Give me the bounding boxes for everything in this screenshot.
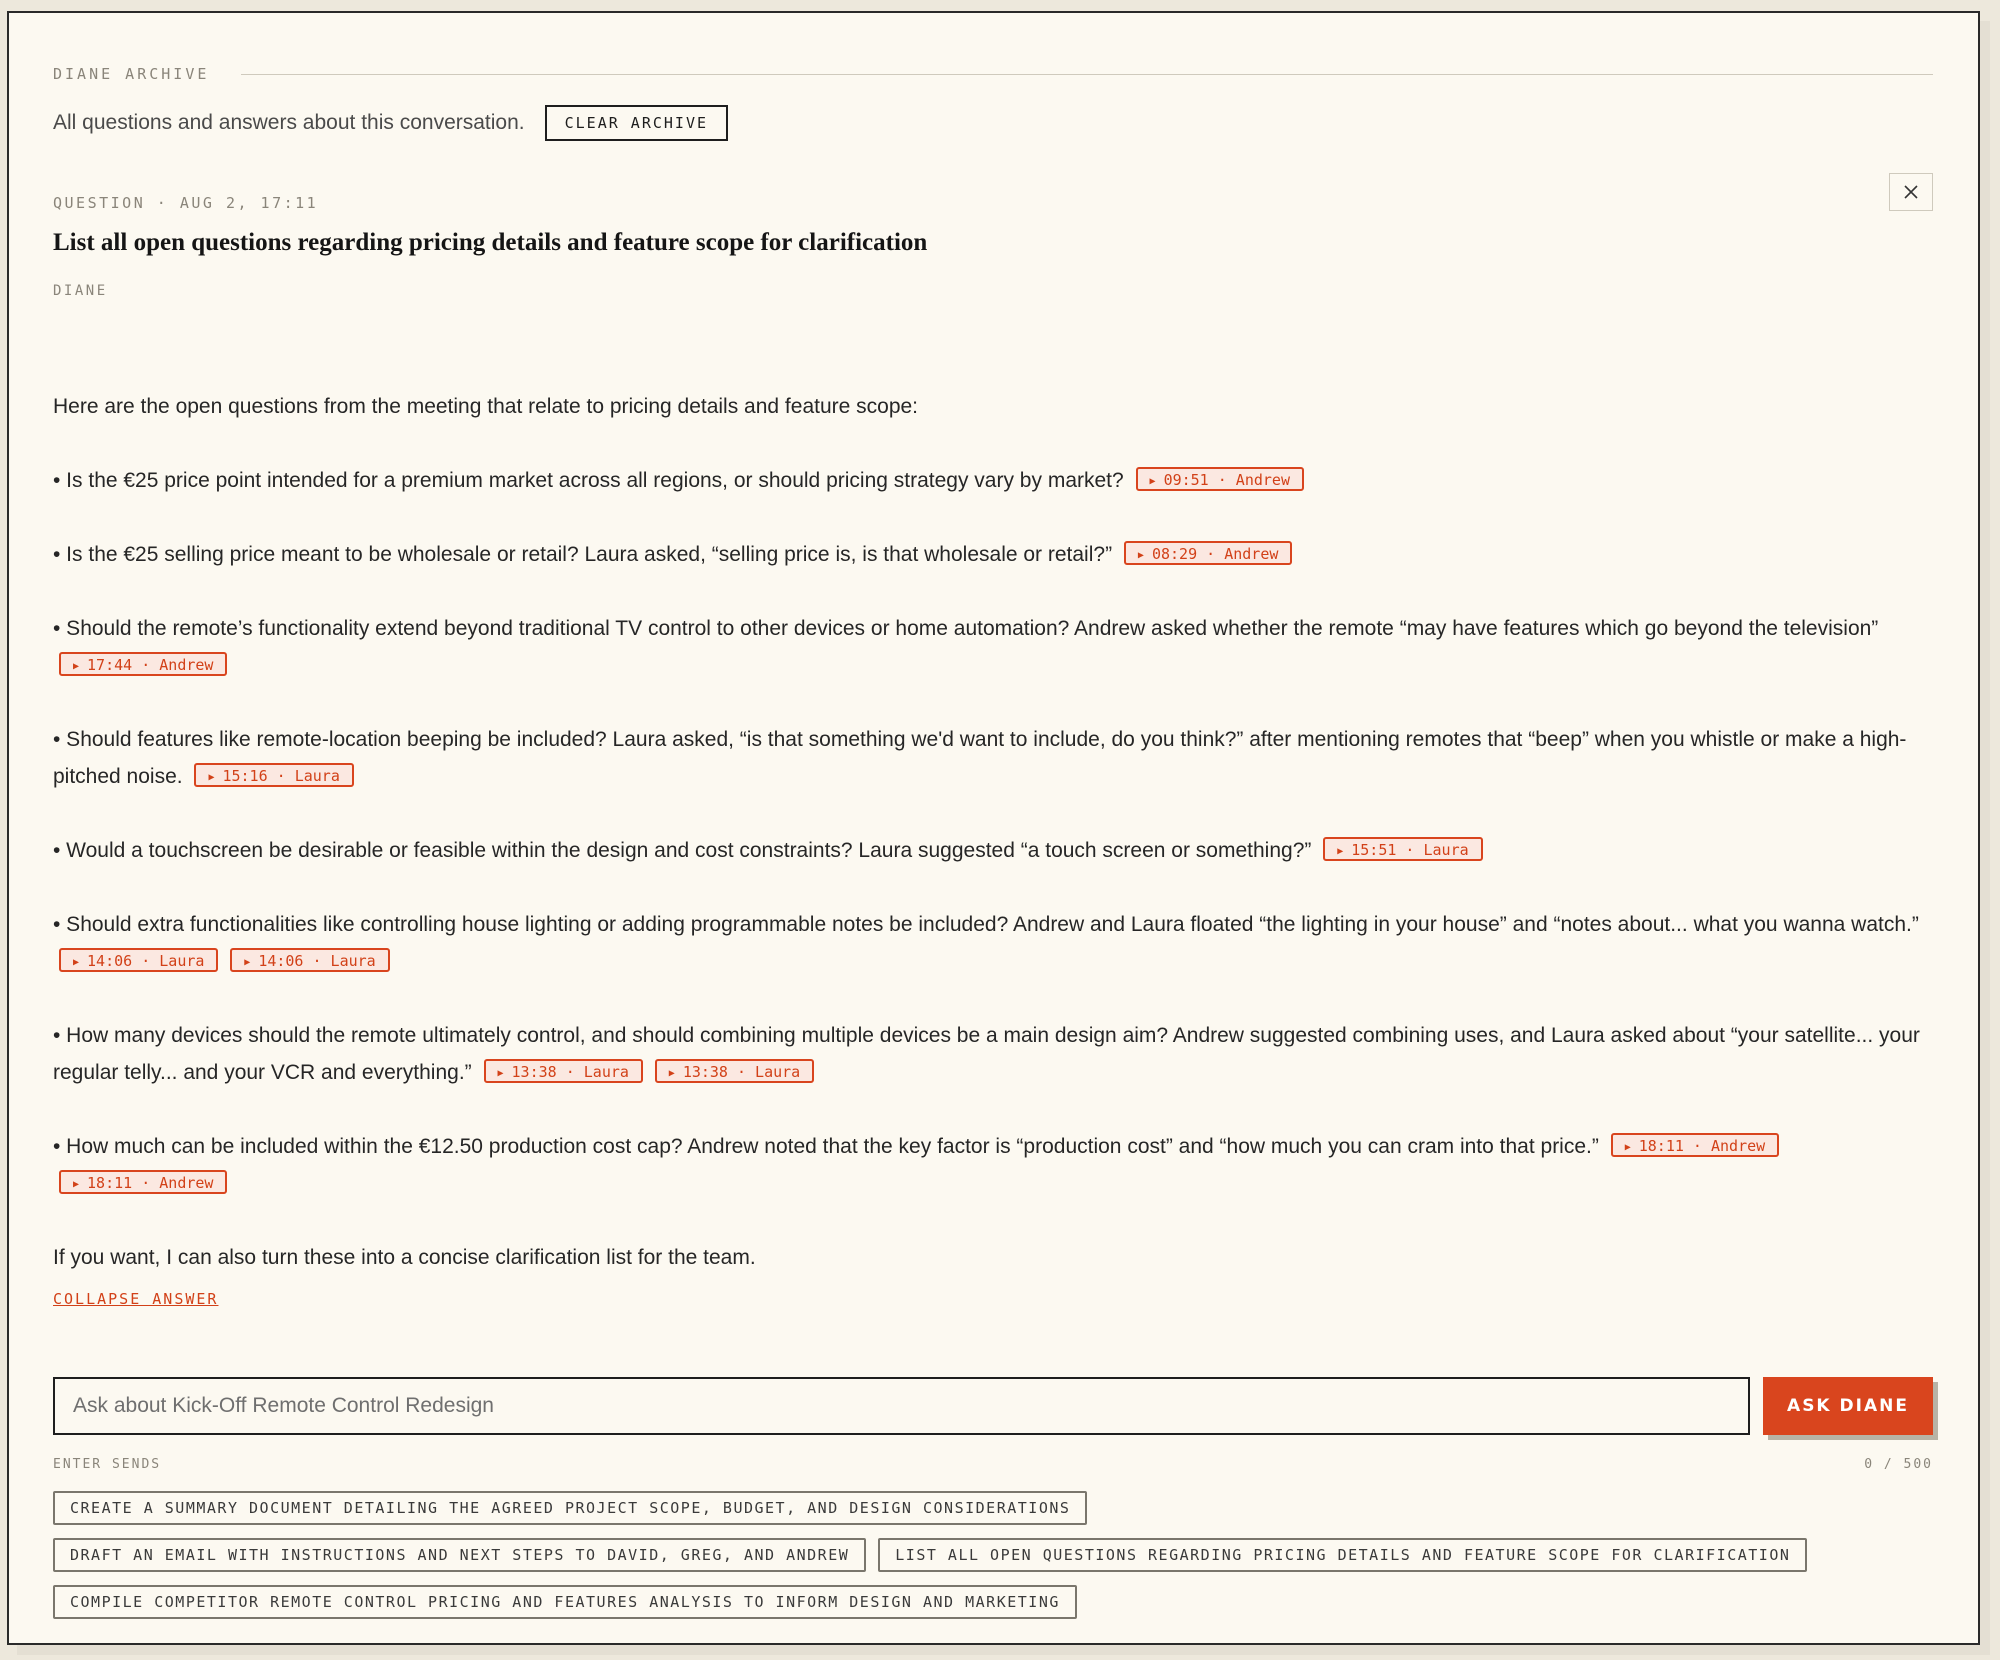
answer-bullets	[53, 462, 1933, 1202]
citation-label: 15:16 · Laura	[222, 767, 340, 786]
play-icon: ▶	[1624, 1142, 1631, 1154]
answer-outro: If you want, I can also turn these into a concise clarification list for the team.	[53, 1246, 756, 1269]
bullet-text: • Should the remote’s functionality extend beyond traditional TV control to other devices or home automation? Andrew asked whether the remote “may have features which go beyond the television”	[53, 617, 1879, 640]
play-icon: ▶	[497, 1068, 504, 1080]
archive-header	[53, 63, 1933, 85]
answer-bullet	[53, 1128, 1933, 1202]
citation-label: 17:44 · Andrew	[87, 656, 214, 675]
clear-archive-button[interactable]: CLEAR ARCHIVE	[545, 105, 728, 141]
question-author: DIANE	[53, 283, 108, 299]
suggestion-chip[interactable]: DRAFT AN EMAIL WITH INSTRUCTIONS AND NEXT STEPS TO DAVID, GREG, AND ANDREW	[53, 1538, 866, 1572]
suggestion-row	[53, 1491, 1933, 1525]
answer-bullet	[53, 721, 1933, 795]
citation-chip[interactable]	[59, 948, 218, 972]
answer-bullet	[53, 1017, 1933, 1091]
answer-bullet	[53, 610, 1933, 684]
char-count: 0 / 500	[1864, 1457, 1933, 1472]
play-icon: ▶	[73, 957, 80, 969]
question-title: List all open questions regarding pricing details and feature scope for clarification	[53, 229, 928, 256]
answer-bullet	[53, 832, 1933, 869]
suggestion-chips	[53, 1491, 1933, 1632]
archive-title: DIANE ARCHIVE	[53, 65, 210, 83]
citation-chip[interactable]	[1124, 541, 1292, 565]
header-divider	[241, 74, 1933, 75]
archive-panel	[7, 11, 1980, 1645]
ask-diane-button[interactable]: ASK DIANE	[1763, 1377, 1933, 1435]
suggestion-chip[interactable]: COMPILE COMPETITOR REMOTE CONTROL PRICING AND FEATURES ANALYSIS TO INFORM DESIGN AND MARKETING	[53, 1585, 1077, 1619]
archive-content	[53, 13, 1933, 1643]
suggestion-chip[interactable]: CREATE A SUMMARY DOCUMENT DETAILING THE AGREED PROJECT SCOPE, BUDGET, AND DESIGN CONSIDERATIONS	[53, 1491, 1087, 1525]
citation-label: 09:51 · Andrew	[1163, 471, 1290, 490]
answer-body	[53, 388, 1933, 1276]
question-meta: QUESTION · AUG 2, 17:11	[53, 194, 319, 212]
collapse-answer-link[interactable]: COLLAPSE ANSWER	[53, 1290, 219, 1308]
citation-label: 13:38 · Laura	[682, 1063, 801, 1082]
bullet-text: • Is the €25 selling price meant to be wholesale or retail? Laura asked, “selling price is, is that wholesale or retail?”	[53, 543, 1113, 566]
play-icon: ▶	[73, 1179, 80, 1191]
citation-chip[interactable]	[230, 948, 389, 972]
citation-label: 14:06 · Laura	[87, 952, 205, 971]
citation-chip[interactable]	[1611, 1133, 1779, 1157]
citation-label: 18:11 · Andrew	[87, 1174, 214, 1193]
archive-subtitle: All questions and answers about this conversation.	[53, 111, 525, 134]
citation-chip[interactable]	[1136, 467, 1304, 491]
close-icon	[1903, 184, 1919, 200]
answer-bullet	[53, 462, 1933, 499]
play-icon: ▶	[1137, 550, 1144, 562]
close-question-button[interactable]	[1889, 173, 1933, 211]
enter-hint: ENTER SENDS	[53, 1457, 162, 1472]
bullet-text: • Should features like remote-location beeping be included? Laura asked, “is that something we'd want to include, do you think?” after mentioning remotes that “beep” when you whistle or make a high-pitched noise.	[53, 728, 1907, 788]
citation-chip[interactable]	[655, 1059, 814, 1083]
play-icon: ▶	[73, 661, 80, 673]
citation-label: 15:51 · Laura	[1351, 841, 1469, 860]
citation-chip[interactable]	[59, 652, 227, 676]
citation-label: 13:38 · Laura	[511, 1063, 629, 1082]
bullet-text: • Is the €25 price point intended for a premium market across all regions, or should pricing strategy vary by market?	[53, 469, 1124, 492]
citation-label: 18:11 · Andrew	[1638, 1137, 1766, 1156]
suggestion-row	[53, 1538, 1933, 1572]
ask-input[interactable]	[53, 1377, 1750, 1435]
answer-bullet	[53, 906, 1933, 980]
bullet-text: • Should extra functionalities like controlling house lighting or adding programmable notes be included? Andrew and Laura floated “the lighting in your house” and “notes about... what you wanna watch.”	[53, 913, 1919, 936]
play-icon: ▶	[208, 772, 215, 784]
citation-chip[interactable]	[59, 1170, 227, 1194]
answer-intro: Here are the open questions from the meeting that relate to pricing details and feature scope:	[53, 395, 919, 418]
play-icon: ▶	[1337, 846, 1344, 858]
citation-chip[interactable]	[484, 1059, 643, 1083]
play-icon: ▶	[244, 957, 251, 969]
bullet-text: • Would a touchscreen be desirable or feasible within the design and cost constraints? Laura suggested “a touch screen or something?”	[53, 839, 1312, 862]
play-icon: ▶	[668, 1068, 675, 1080]
suggestion-chip[interactable]: LIST ALL OPEN QUESTIONS REGARDING PRICING DETAILS AND FEATURE SCOPE FOR CLARIFICATION	[878, 1538, 1807, 1572]
suggestion-row	[53, 1585, 1933, 1619]
bullet-text: • How much can be included within the €12.50 production cost cap? Andrew noted that the key factor is “production cost” and “how much you can cram into that price.”	[53, 1135, 1599, 1158]
citation-label: 14:06 · Laura	[258, 952, 376, 971]
citation-label: 08:29 · Andrew	[1151, 545, 1279, 564]
citation-chip[interactable]	[194, 763, 353, 787]
archive-subheader	[53, 105, 728, 141]
play-icon: ▶	[1149, 476, 1156, 488]
bullet-text: • How many devices should the remote ultimately control, and should combining multiple devices be a main design aim? Andrew suggested combining uses, and Laura asked about “your satellite... your regular telly... and your VCR and everything.”	[53, 1024, 1920, 1084]
answer-bullet	[53, 536, 1933, 573]
citation-chip[interactable]	[1323, 837, 1482, 861]
